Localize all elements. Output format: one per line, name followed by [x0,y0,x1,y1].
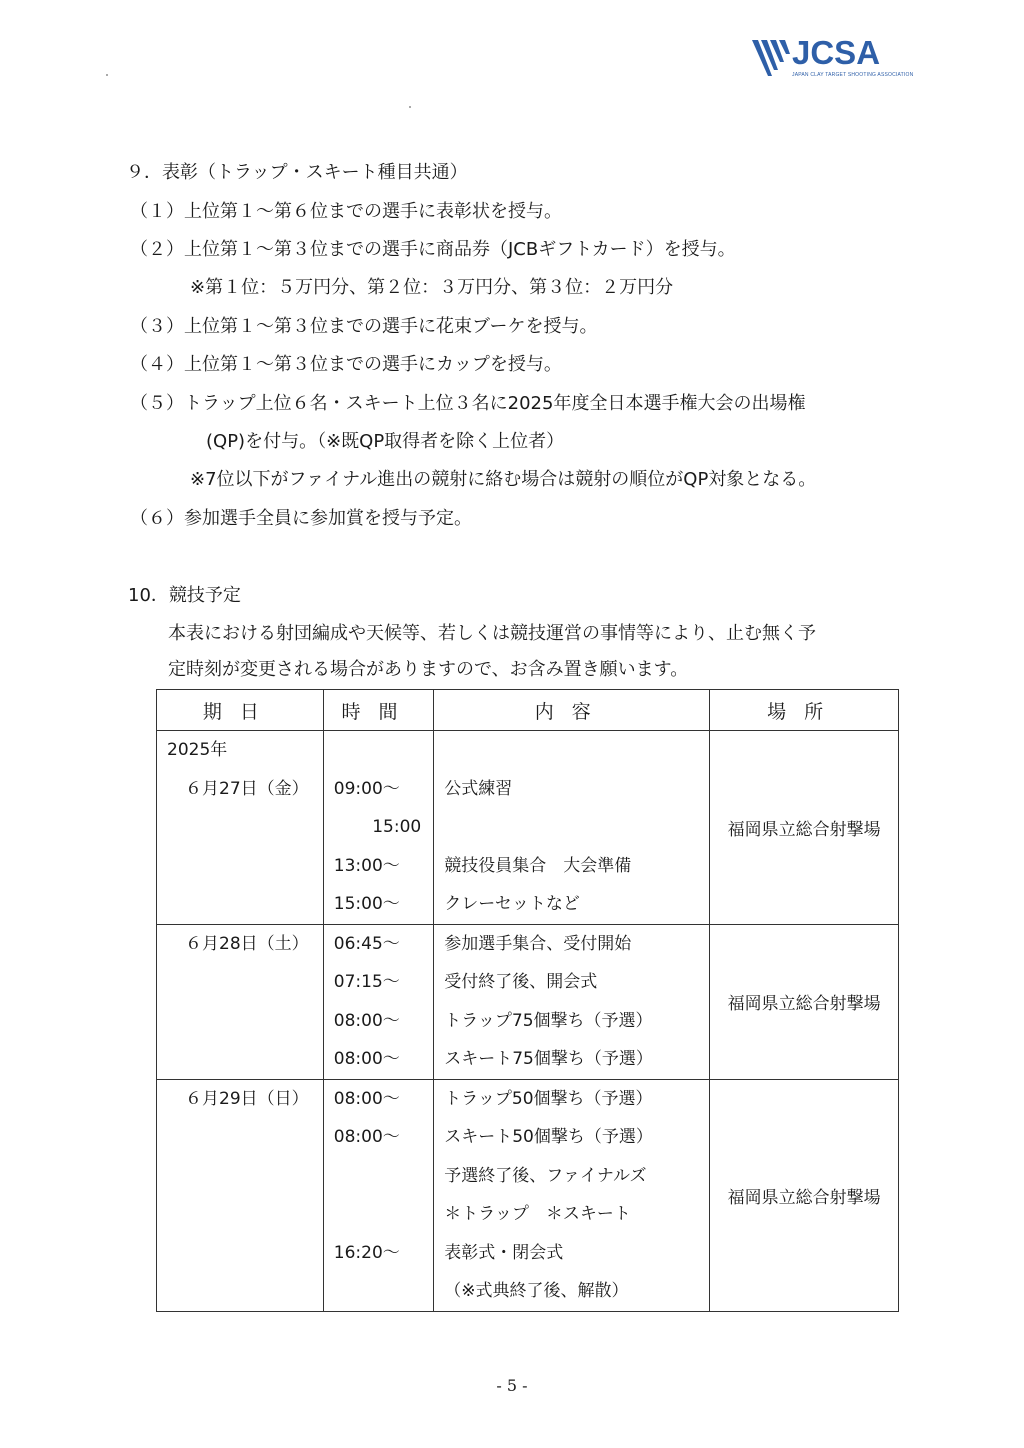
header-time: 時間 [323,690,433,731]
time-value: 08:00〜 [333,1049,400,1069]
header-date: 期日 [157,690,324,731]
place-cell: 福岡県立総合射撃場 [710,924,899,1079]
place-cell: 福岡県立総合射撃場 [710,731,899,925]
date-label: ６月28日（土） [185,933,309,954]
table-header-row [157,690,899,731]
time-value: 13:00〜 [333,855,400,876]
time-value: 15:00〜 [333,894,400,914]
date-cell [157,1079,324,1311]
content-value: トラップ50個撃ち（予選） [444,1088,653,1109]
section10-para-1: 本表における射団編成や天候等、若しくは競技運営の事情等により、止む無く予 [168,623,816,644]
content-value: ＊トラップ ＊スキート [444,1204,631,1224]
content-value: 受付終了後、開会式 [444,972,598,992]
section9-item-5-note: ※7位以下がファイナル進出の競射に絡む場合は競射の順位がQP対象となる。 [190,469,817,490]
scan-speck [106,74,108,76]
section9-item-5: （５）トラップ上位６名・スキート上位３名に2025年度全日本選手権大会の出場権 [130,393,806,414]
time-cell [323,924,433,1079]
section9-item-2-note: ※第１位：５万円分、第２位：３万円分、第３位：２万円分 [190,277,674,298]
time-value: 09:00〜 [333,778,400,799]
logo-stripes-icon [752,36,792,80]
date-label: ６月27日（金） [185,778,309,799]
jcsa-logo [752,34,914,84]
content-value: クレーセットなど [444,894,580,914]
page-number: - 5 - [496,1376,528,1395]
section9-item-3: （３）上位第１〜第３位までの選手に花束ブーケを授与。 [130,316,598,337]
time-cell [323,731,433,925]
content-value: （※式典終了後、解散） [444,1281,629,1301]
time-cell [323,1079,433,1311]
table-row [157,731,899,925]
time-value: 15:00 [372,817,422,837]
time-value: 08:00〜 [333,1088,400,1109]
header-place: 場所 [710,690,899,731]
section9-item-6: （６）参加選手全員に参加賞を授与予定。 [130,508,472,529]
table-row [157,1079,899,1311]
logo-text: JCSA [792,34,881,71]
section10-heading: 10．競技予定 [128,585,241,606]
schedule-table [156,689,899,1312]
section9-item-2: （２）上位第１〜第３位までの選手に商品券（JCBギフトカード）を授与。 [130,239,736,260]
content-cell [434,924,710,1079]
time-value: 16:20〜 [333,1242,400,1263]
date-cell [157,924,324,1079]
content-value: 参加選手集合、受付開始 [444,933,632,954]
content-value: 競技役員集合 大会準備 [444,855,632,876]
table-row [157,924,899,1079]
time-value: 08:00〜 [333,1010,400,1031]
logo-subtitle: JAPAN CLAY TARGET SHOOTING ASSOCIATION [792,72,914,78]
content-value: 予選終了後、ファイナルズ [444,1165,647,1186]
scan-speck [409,106,411,108]
content-value: スキート50個撃ち（予選） [444,1127,653,1147]
section9-heading: ９．表彰（トラップ・スキート種目共通） [126,162,468,183]
content-value: スキート75個撃ち（予選） [444,1049,653,1069]
year-label: 2025年 [167,740,228,760]
content-value: 公式練習 [444,778,513,799]
content-value: 表彰式・閉会式 [444,1242,564,1263]
content-cell [434,731,710,925]
header-content: 内容 [434,690,710,731]
section10-para-2: 定時刻が変更される場合がありますので、お含み置き願います。 [168,659,689,680]
time-value: 08:00〜 [333,1127,400,1147]
date-label: ６月29日（日） [185,1088,309,1109]
content-value: トラップ75個撃ち（予選） [444,1010,653,1031]
time-value: 07:15〜 [333,972,400,992]
content-cell [434,1079,710,1311]
section9-item-5-cont: (QP)を付与。（※既QP取得者を除く上位者） [206,431,565,452]
section9-item-1: （１）上位第１〜第６位までの選手に表彰状を授与。 [130,201,562,222]
place-cell: 福岡県立総合射撃場 [710,1079,899,1311]
section9-item-4: （４）上位第１〜第３位までの選手にカップを授与。 [130,354,562,375]
date-cell [157,731,324,925]
time-value: 06:45〜 [333,933,400,954]
